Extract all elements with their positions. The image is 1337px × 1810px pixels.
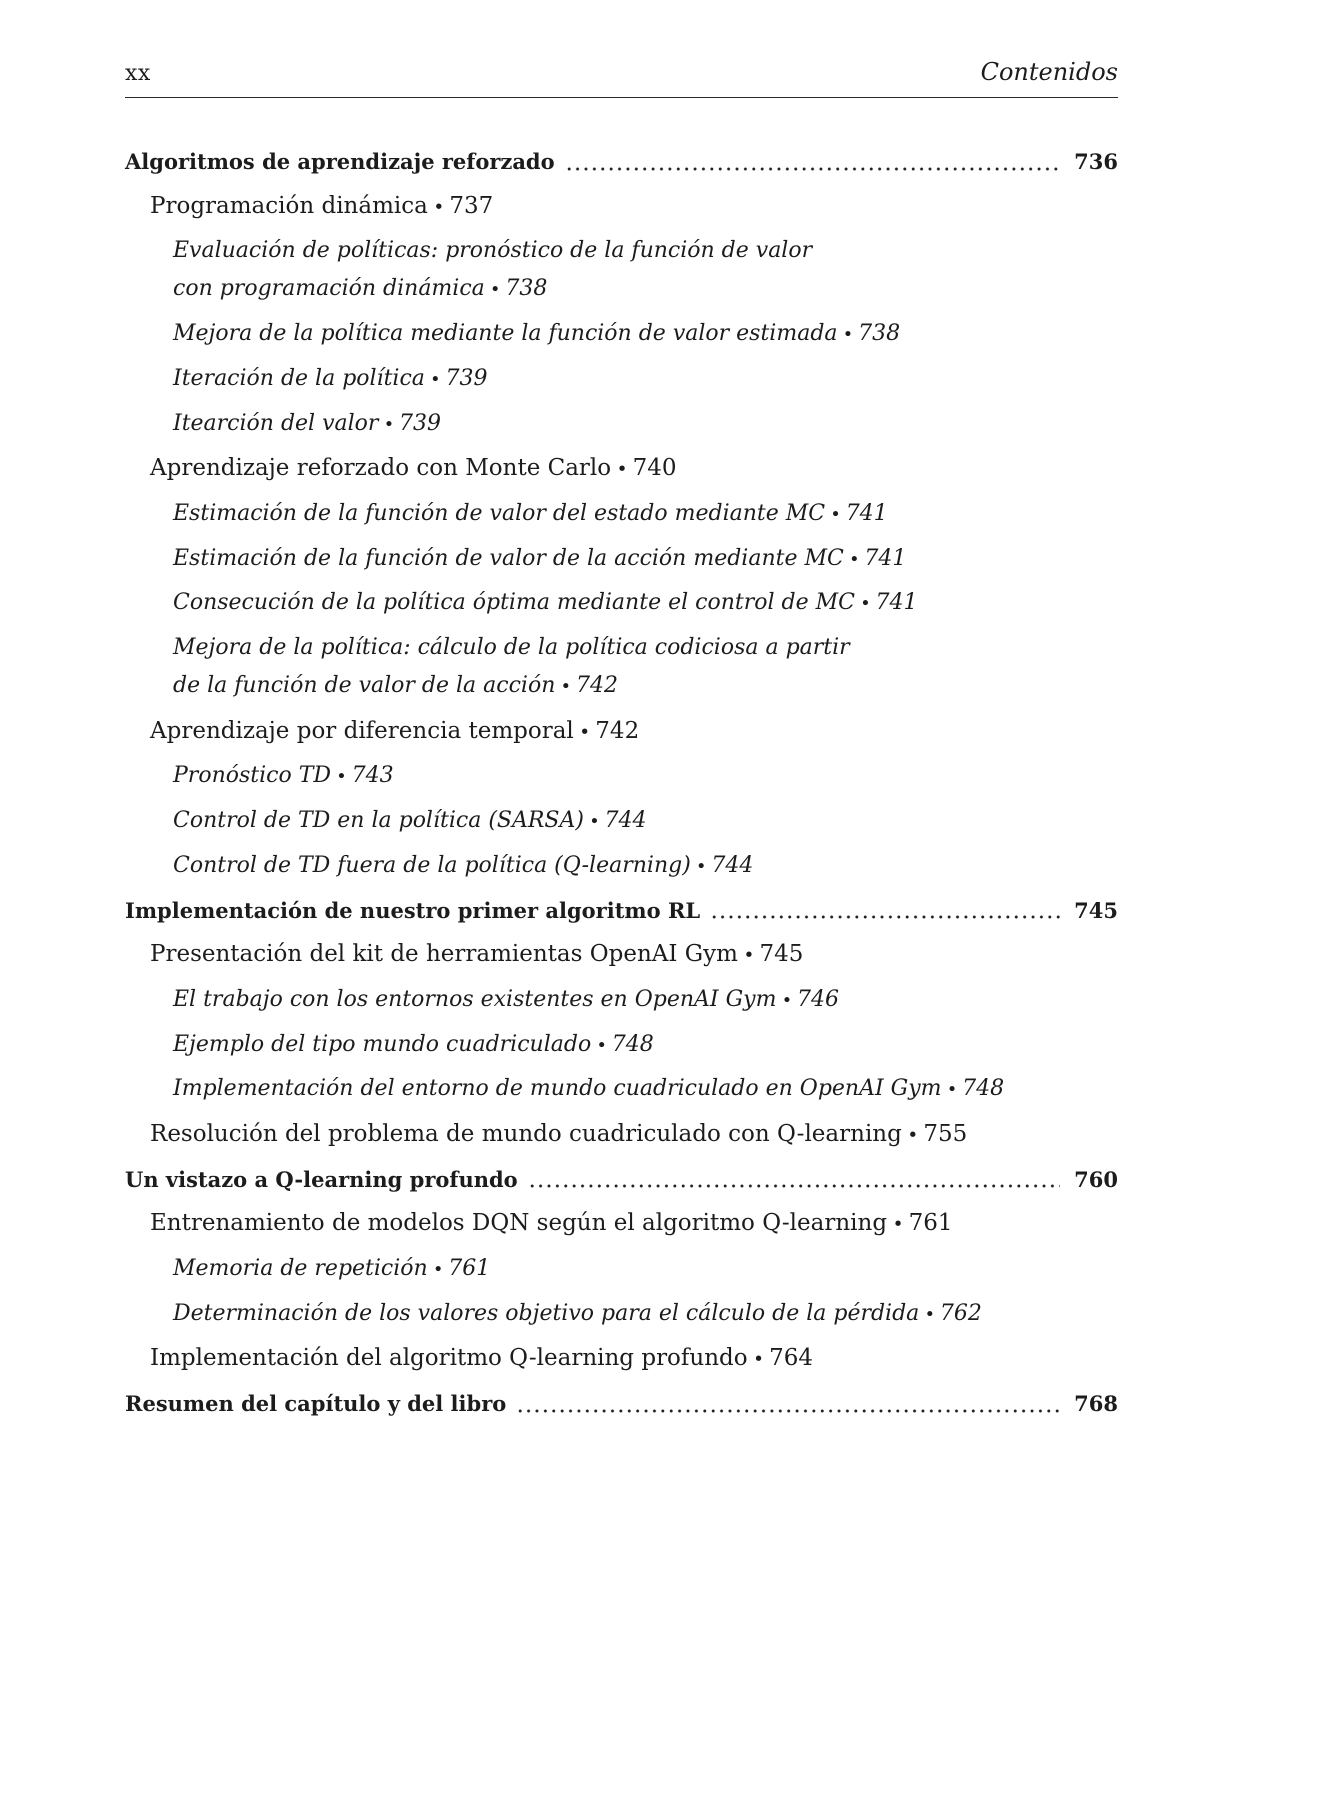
entry-title: Implementación de nuestro primer algoritmo RL xyxy=(125,897,701,923)
entry-title: Consecución de la política óptima mediante el control de MC xyxy=(173,590,855,616)
bullet-separator: • xyxy=(432,1260,444,1280)
page-number: 738 xyxy=(858,321,901,347)
toc-section xyxy=(125,143,1118,181)
entry-title-line xyxy=(150,1204,1118,1244)
page-number: 745 xyxy=(1074,897,1118,923)
entry-title-line xyxy=(150,187,1118,227)
bullet-separator: • xyxy=(842,325,854,346)
entry-title-line xyxy=(173,232,1118,270)
toc-subsection xyxy=(125,1339,1118,1379)
bullet-separator: • xyxy=(830,504,841,525)
toc-subsubsection xyxy=(125,495,1118,534)
page-number: 744 xyxy=(604,808,647,834)
bullet-separator: • xyxy=(924,1304,935,1325)
dot-leader xyxy=(710,915,1060,919)
dot-leader xyxy=(516,1409,1060,1413)
entry-title: Un vistazo a Q-learning profundo xyxy=(125,1166,518,1192)
bullet-separator: • xyxy=(616,459,628,481)
toc-subsection xyxy=(125,1115,1118,1155)
bullet-separator: • xyxy=(596,1035,607,1056)
toc-subsection xyxy=(125,187,1118,227)
toc-subsubsection xyxy=(125,757,1118,796)
toc-subsection xyxy=(125,449,1118,489)
page-number: 741 xyxy=(864,545,907,571)
page-number: 741 xyxy=(845,500,888,526)
page-number: 739 xyxy=(445,365,488,391)
entry-title: Implementación del entorno de mundo cuadriculado en OpenAI Gym xyxy=(173,1076,942,1102)
page-number: 744 xyxy=(711,852,754,878)
toc-subsubsection xyxy=(125,1026,1118,1065)
bullet-separator: • xyxy=(383,414,395,435)
entry-title-line xyxy=(173,847,1118,886)
toc-subsubsection xyxy=(125,1070,1118,1109)
entry-title: Entrenamiento de modelos DQN según el algoritmo Q-learning xyxy=(150,1210,888,1237)
entry-title: Estimación de la función de valor del estado mediante MC xyxy=(173,500,826,526)
toc-subsubsection xyxy=(125,360,1118,399)
bullet-separator: • xyxy=(849,549,860,570)
page-number: 768 xyxy=(1074,1391,1118,1417)
bullet-separator: • xyxy=(336,767,347,788)
toc-section xyxy=(125,892,1118,930)
entry-title: Determinación de los valores objetivo para el cálculo de la pérdida xyxy=(173,1300,920,1326)
page-number: 748 xyxy=(611,1031,654,1057)
entry-title: Evaluación de políticas: pronóstico de la función de valor xyxy=(173,238,813,264)
entry-title-line xyxy=(173,315,1118,354)
entry-title: Programación dinámica xyxy=(150,192,428,219)
page-number: 761 xyxy=(448,1256,491,1281)
entry-title: Presentación del kit de herramientas OpenAI Gym xyxy=(150,941,738,968)
bullet-separator: • xyxy=(560,677,572,698)
running-head xyxy=(125,53,1118,91)
entry-title: Pronóstico TD xyxy=(173,763,332,789)
bullet-separator: • xyxy=(696,856,707,877)
page-number: 748 xyxy=(962,1076,1005,1102)
entry-title: Mejora de la política mediante la función de valor estimada xyxy=(173,321,838,347)
page-number: 762 xyxy=(939,1300,982,1326)
table-of-contents xyxy=(125,143,1118,1429)
toc-subsubsection xyxy=(125,315,1118,354)
page-number: 742 xyxy=(575,673,618,699)
bullet-separator: • xyxy=(743,945,755,967)
toc-subsubsection xyxy=(125,584,1118,623)
bullet-separator: • xyxy=(490,280,501,301)
entry-title: Implementación del algoritmo Q-learning profundo xyxy=(150,1345,748,1372)
page-number: 761 xyxy=(908,1210,953,1237)
page-number: 736 xyxy=(1074,149,1118,174)
entry-title-line xyxy=(173,495,1118,534)
entry-title: Control de TD fuera de la política (Q-learning) xyxy=(173,852,691,878)
toc-section xyxy=(125,1385,1118,1423)
toc-subsubsection xyxy=(125,847,1118,886)
running-title: Contenidos xyxy=(980,58,1118,86)
bullet-separator: • xyxy=(892,1214,904,1236)
page-number: 764 xyxy=(769,1345,814,1372)
bullet-separator: • xyxy=(907,1124,919,1146)
entry-title: Ejemplo del tipo mundo cuadriculado xyxy=(173,1031,592,1057)
page-number: 737 xyxy=(449,192,494,219)
toc-subsection xyxy=(125,1204,1118,1244)
entry-title-line xyxy=(173,270,1118,309)
entry-title-line xyxy=(173,1070,1118,1109)
bullet-separator: • xyxy=(430,369,441,390)
toc-subsection xyxy=(125,935,1118,975)
entry-title: Algoritmos de aprendizaje reforzado xyxy=(125,149,555,174)
entry-title: Resolución del problema de mundo cuadriculado con Q-learning xyxy=(150,1120,902,1147)
bullet-separator: • xyxy=(946,1080,958,1101)
entry-title-line xyxy=(173,802,1118,841)
entry-title-line xyxy=(173,405,1118,444)
bullet-separator: • xyxy=(860,594,871,615)
toc-subsubsection xyxy=(125,540,1118,579)
entry-title: Aprendizaje por diferencia temporal xyxy=(150,717,574,744)
entry-title-line xyxy=(150,712,1118,752)
bullet-separator: • xyxy=(589,812,600,833)
page-number: 743 xyxy=(351,763,394,789)
bullet-separator: • xyxy=(753,1349,764,1371)
entry-title-line xyxy=(173,1250,1118,1289)
entry-title: Control de TD en la política (SARSA) xyxy=(173,808,584,834)
entry-title-line xyxy=(173,1295,1118,1334)
entry-title: de la función de valor de la acción xyxy=(173,673,556,699)
entry-title: Mejora de la política: cálculo de la política codiciosa a partir xyxy=(173,634,850,660)
page-number: 738 xyxy=(505,276,548,302)
page-number: 760 xyxy=(1074,1166,1118,1192)
toc-subsubsection xyxy=(125,405,1118,444)
bullet-separator: • xyxy=(781,990,793,1011)
entry-title-line xyxy=(150,1339,1118,1379)
dot-leader xyxy=(528,1184,1060,1188)
bullet-separator: • xyxy=(579,721,591,743)
page-number: 746 xyxy=(797,986,840,1012)
entry-title: Aprendizaje reforzado con Monte Carlo xyxy=(150,455,612,482)
entry-title: Resumen del capítulo y del libro xyxy=(125,1391,507,1417)
page-number: 739 xyxy=(399,410,442,436)
entry-title: con programación dinámica xyxy=(173,276,485,302)
page-number: 745 xyxy=(759,941,804,968)
folio-page-number: xx xyxy=(125,61,151,86)
entry-title-line xyxy=(150,1115,1118,1155)
entry-title: Iteración de la política xyxy=(173,365,425,391)
entry-title: Memoria de repetición xyxy=(173,1256,428,1281)
entry-title-line xyxy=(150,449,1118,489)
toc-section xyxy=(125,1161,1118,1199)
toc-subsubsection xyxy=(125,1250,1118,1289)
entry-title-line xyxy=(173,540,1118,579)
bullet-separator: • xyxy=(433,196,445,218)
page-number: 741 xyxy=(875,590,918,616)
toc-subsubsection xyxy=(125,232,1118,309)
entry-title-line xyxy=(173,667,1118,706)
entry-title: Itearción del valor xyxy=(173,410,379,436)
header-rule xyxy=(125,97,1118,98)
toc-subsubsection xyxy=(125,802,1118,841)
page-number: 755 xyxy=(923,1120,968,1147)
entry-title-line xyxy=(173,757,1118,796)
toc-subsubsection xyxy=(125,629,1118,706)
page-number: 742 xyxy=(595,717,640,744)
toc-subsection xyxy=(125,712,1118,752)
entry-title-line xyxy=(173,360,1118,399)
toc-subsubsection xyxy=(125,1295,1118,1334)
page-number: 740 xyxy=(632,455,677,482)
entry-title-line xyxy=(173,629,1118,667)
entry-title: Estimación de la función de valor de la acción mediante MC xyxy=(173,545,844,571)
entry-title-line xyxy=(173,584,1118,623)
entry-title-line xyxy=(173,1026,1118,1065)
toc-subsubsection xyxy=(125,981,1118,1020)
entry-title-line xyxy=(150,935,1118,975)
entry-title: El trabajo con los entornos existentes en OpenAI Gym xyxy=(173,986,777,1012)
entry-title-line xyxy=(173,981,1118,1020)
dot-leader xyxy=(565,167,1061,171)
